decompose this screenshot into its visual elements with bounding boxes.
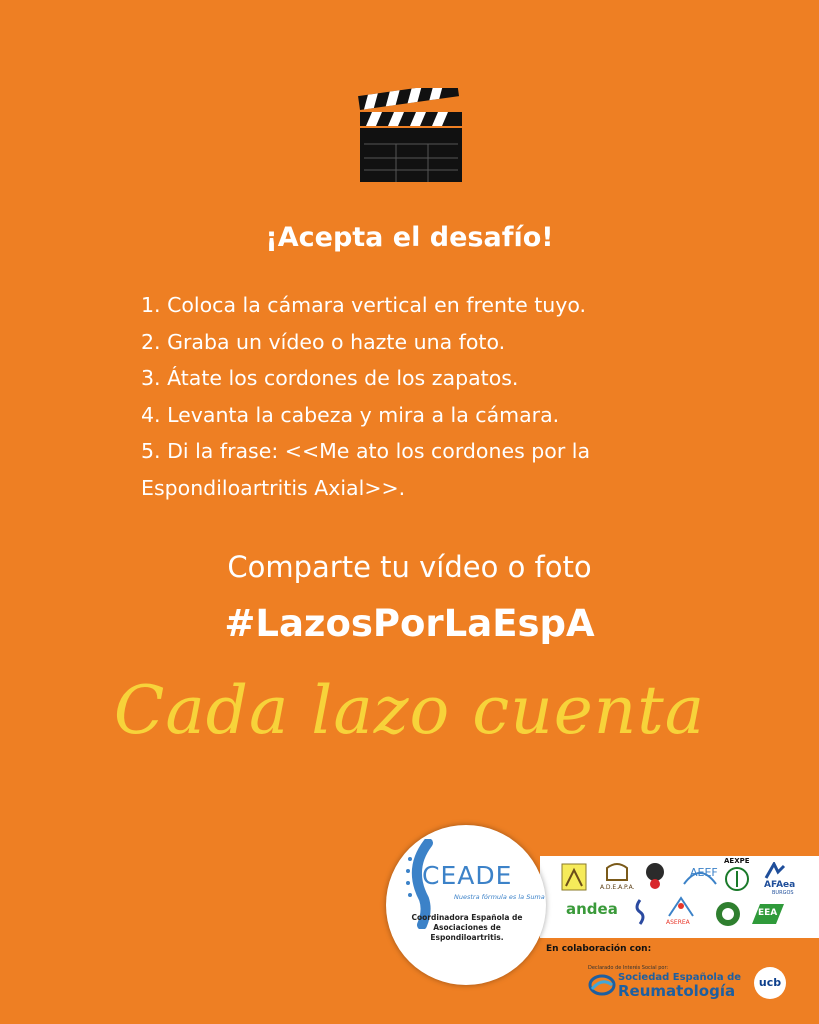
- partner-logo-2: [604, 860, 630, 882]
- partner-logo-6: [764, 862, 786, 880]
- ser-interest-label: Declarado de Interés Social por:: [588, 965, 669, 971]
- step-item: 5. Di la frase: <<Me ato los cordones por la: [141, 439, 591, 463]
- clapperboard-icon: [356, 88, 464, 184]
- step-item: 1. Coloca la cámara vertical en frente tuyo.: [141, 293, 587, 317]
- partner-label: ASEREA: [666, 919, 690, 926]
- partner-logo-3: [642, 860, 668, 890]
- partner-label: AFAea: [764, 880, 796, 890]
- ceade-tagline: Nuestra fórmula es la Suma: [454, 893, 545, 901]
- ceade-logo: [386, 825, 546, 985]
- step-item: 3. Átate los cordones de los zapatos.: [141, 366, 519, 390]
- slogan: Cada lazo cuenta: [113, 672, 706, 749]
- steps-list: [141, 287, 701, 506]
- partner-label: andea: [566, 900, 618, 918]
- ucb-logo: ucb: [754, 967, 786, 999]
- ceade-subtitle: Coordinadora Española de Asociaciones de Espondiloartritis.: [411, 913, 523, 942]
- hashtag: #LazosPorLaEspA: [224, 602, 595, 645]
- share-text: Comparte tu vídeo o foto: [227, 550, 592, 584]
- partner-label: AEEF: [690, 866, 718, 879]
- partner-logo-5: [724, 866, 750, 892]
- ser-name-line2: Reumatología: [618, 982, 736, 1000]
- partner-label: EEA: [758, 908, 778, 918]
- ser-name-line1: Sociedad Española de: [618, 972, 742, 983]
- ser-logo-icon: [588, 973, 616, 997]
- partner-label: A.D.E.A.P.A.: [600, 884, 635, 891]
- partner-logo-8: [666, 896, 696, 918]
- partner-label: AEXPE: [724, 857, 750, 865]
- partner-logos: [540, 856, 819, 938]
- step-item: 4. Levanta la cabeza y mira a la cámara.: [141, 402, 560, 427]
- ceade-name: CEADE: [422, 861, 513, 890]
- partner-label: BURGOS: [772, 890, 794, 896]
- partner-logo-9: [712, 900, 744, 928]
- step-item: 2. Graba un vídeo o hazte una foto.: [141, 329, 506, 354]
- collaboration-label: En colaboración con:: [546, 944, 652, 954]
- challenge-title: ¡Acepta el desafío!: [265, 222, 554, 253]
- partner-logo-1: [560, 862, 588, 892]
- partner-logo-7: [632, 898, 648, 926]
- step-item: Espondiloartritis Axial>>.: [141, 475, 406, 500]
